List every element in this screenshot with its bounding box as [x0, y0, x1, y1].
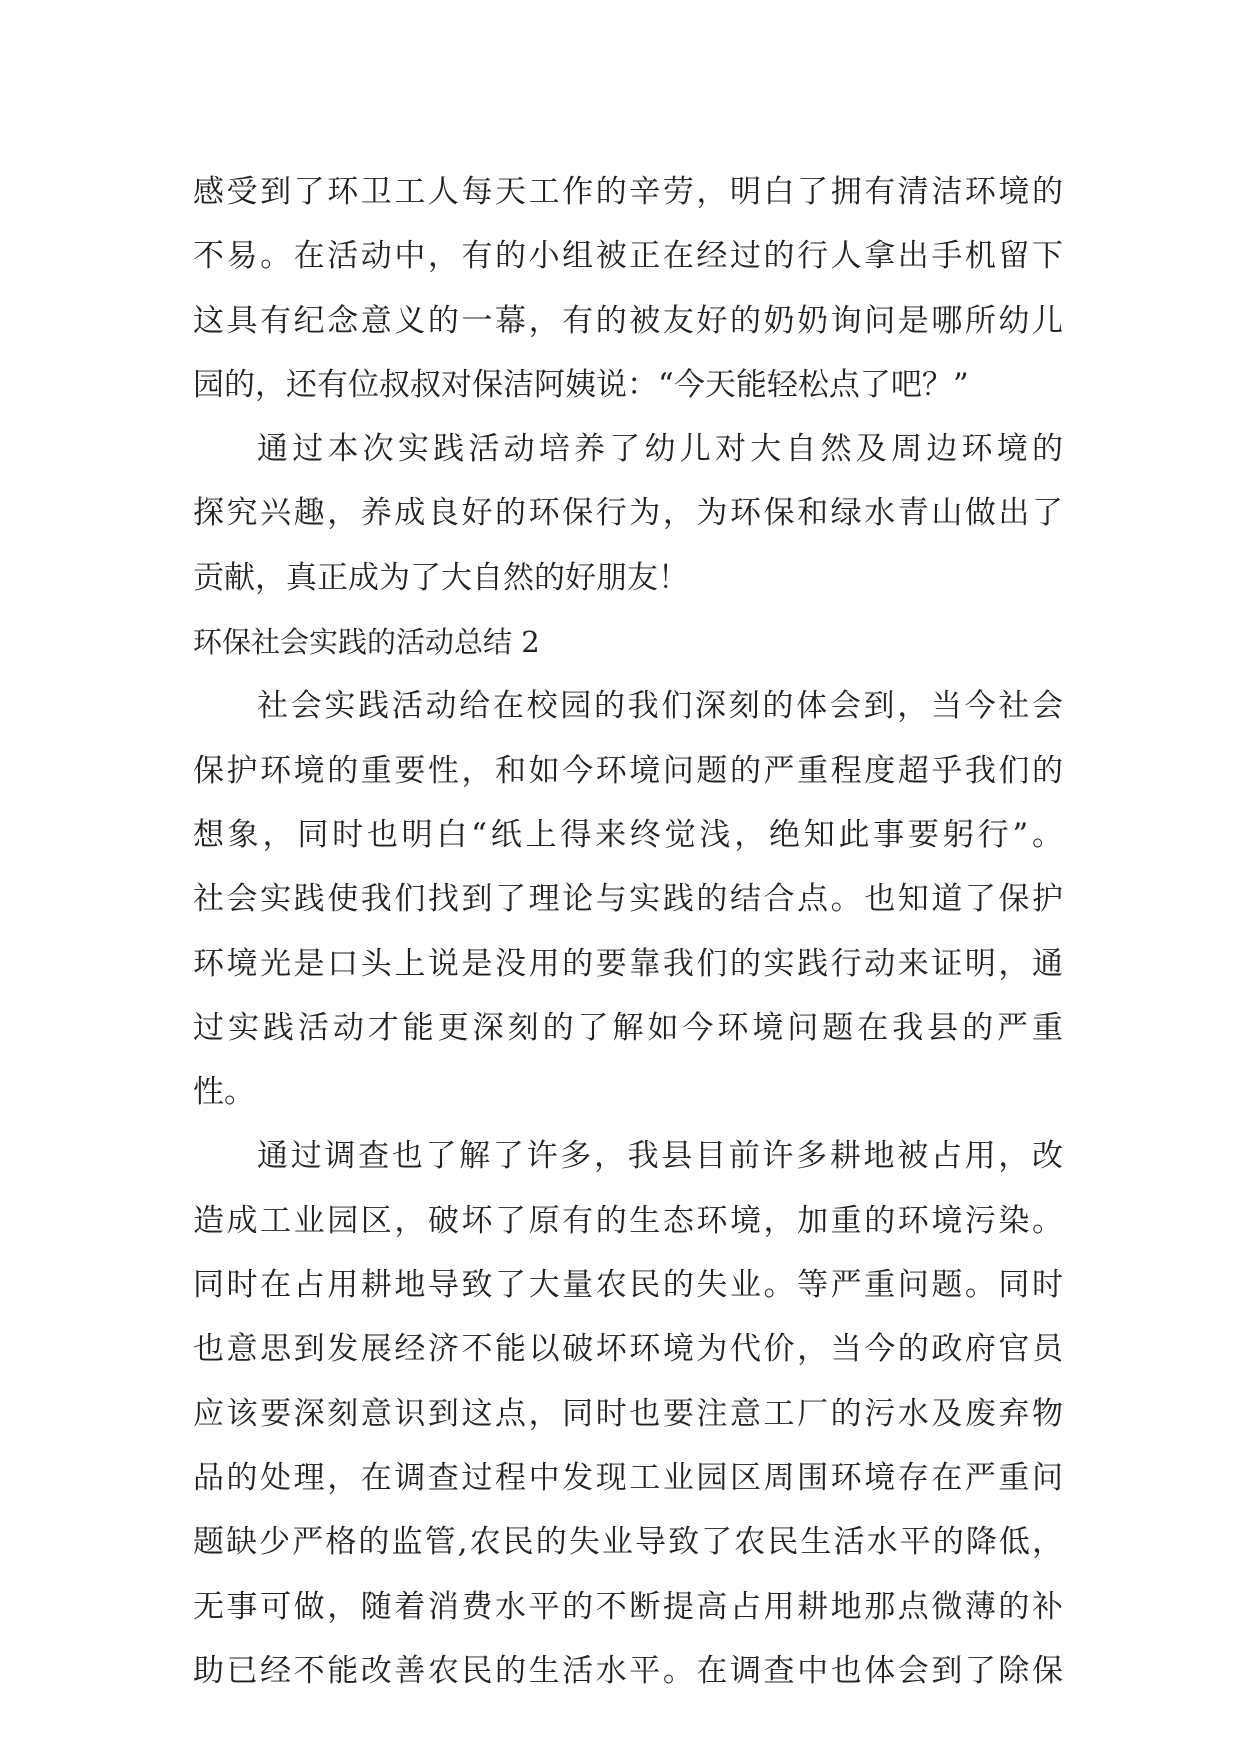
heading-line: 环保社会实践的活动总结 2 [193, 625, 540, 660]
text-line: 贡献，真正成为了大自然的好朋友！ [193, 559, 689, 596]
text-line: 造成工业园区，破坏了原有的生态环境，加重的环境污染。 [193, 1202, 1063, 1239]
text-line: 题缺少严格的监管,农民的失业导致了农民生活水平的降低， [193, 1524, 1063, 1561]
paragraph [193, 674, 1063, 1124]
section-heading [193, 610, 1063, 674]
text-line: 助已经不能改善农民的生活水平。在调查中也体会到了除保 [193, 1652, 1063, 1689]
paragraph [193, 160, 1063, 417]
text-line: 性。 [193, 1074, 255, 1111]
text-line: 品的处理，在调查过程中发现工业园区周围环境存在严重问 [193, 1459, 1063, 1496]
text-line: 通过本次实践活动培养了幼儿对大自然及周边环境的 [257, 431, 1063, 468]
text-line: 通过调查也了解了许多，我县目前许多耕地被占用，改 [257, 1138, 1063, 1175]
text-line: 环境光是口头上说是没用的要靠我们的实践行动来证明，通 [193, 945, 1063, 982]
text-line: 社会实践使我们找到了理论与实践的结合点。也知道了保护 [193, 881, 1063, 918]
text-line: 过实践活动才能更深刻的了解如今环境问题在我县的严重 [193, 1009, 1063, 1046]
document-body [193, 160, 1063, 1703]
text-line: 社会实践活动给在校园的我们深刻的体会到，当今社会 [257, 688, 1063, 725]
paragraph [193, 417, 1063, 610]
text-line: 感受到了环卫工人每天工作的辛劳，明白了拥有清洁环境的 [193, 174, 1063, 210]
text-line: 不易。在活动中，有的小组被正在经过的行人拿出手机留下 [193, 238, 1063, 275]
text-line: 无事可做，随着消费水平的不断提高占用耕地那点微薄的补 [193, 1588, 1063, 1625]
text-line: 也意思到发展经济不能以破坏环境为代价，当今的政府官员 [193, 1331, 1063, 1368]
text-line: 这具有纪念意义的一幕，有的被友好的奶奶询问是哪所幼儿 [193, 302, 1063, 339]
text-line: 同时在占用耕地导致了大量农民的失业。等严重问题。同时 [193, 1267, 1063, 1304]
text-line: 保护环境的重要性，和如今环境问题的严重程度超乎我们的 [193, 752, 1063, 789]
text-line: 想象，同时也明白“纸上得来终觉浅，绝知此事要躬行”。 [193, 816, 1063, 853]
text-line: 探究兴趣，养成良好的环保行为，为环保和绿水青山做出了 [193, 495, 1063, 532]
text-line: 应该要深刻意识到这点，同时也要注意工厂的污水及废弃物 [193, 1395, 1063, 1432]
text-line: 园的，还有位叔叔对保洁阿姨说：“今天能轻松点了吧？” [193, 366, 969, 403]
paragraph [193, 1124, 1063, 1703]
